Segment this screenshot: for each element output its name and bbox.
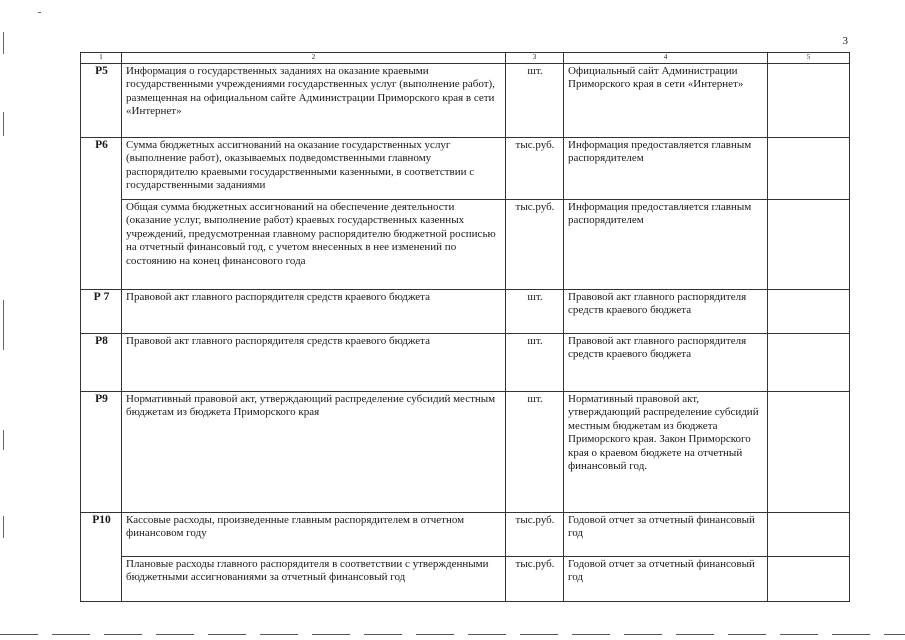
table-row <box>81 513 850 557</box>
unit-of-measure: шт. <box>506 64 564 138</box>
table-row <box>81 290 850 334</box>
table-row <box>81 64 850 138</box>
unit-of-measure: тыс.руб. <box>506 138 564 200</box>
scan-mark <box>3 300 4 350</box>
indicator-description: Кассовые расходы, произведенные главным распорядителем в отчетном финансовом году <box>122 513 506 557</box>
indicator-code: Р9 <box>81 392 122 513</box>
data-source: Официальный сайт Администрации Приморского края в сети «Интернет» <box>564 64 768 138</box>
unit-of-measure: тыс.руб. <box>506 557 564 602</box>
unit-of-measure: шт. <box>506 392 564 513</box>
data-source: Правовой акт главного распорядителя средств краевого бюджета <box>564 290 768 334</box>
indicator-code: Р5 <box>81 64 122 138</box>
indicator-description: Нормативный правовой акт, утверждающий распределение субсидий местным бюджетам из бюджета Приморского края <box>122 392 506 513</box>
table-row <box>81 557 850 602</box>
value-cell <box>768 200 850 290</box>
scan-mark <box>3 32 4 54</box>
value-cell <box>768 290 850 334</box>
data-source: Нормативный правовой акт, утверждающий распределение субсидий местным бюджетам из бюджета Приморского края. Закон Приморского края о краевом бюджете на отчетный финансовый год. <box>564 392 768 513</box>
indicator-description: Правовой акт главного распорядителя средств краевого бюджета <box>122 334 506 392</box>
page-number: 3 <box>842 35 848 47</box>
scan-mark <box>3 430 4 450</box>
data-source: Годовой отчет за отчетный финансовый год <box>564 513 768 557</box>
value-cell <box>768 392 850 513</box>
value-cell <box>768 64 850 138</box>
table-row <box>81 200 850 290</box>
indicator-description: Общая сумма бюджетных ассигнований на обеспечение деятельности (оказание услуг, выполнение работ) краевых государственных казенных учреждений, предусмотренная главному распорядителю бюджетной росписью на отчетный финансовый год, с учетом внесенных в нее изменений по состоянию на конец финансового года <box>122 200 506 290</box>
table-header-row <box>81 53 850 64</box>
indicator-code: Р10 <box>81 513 122 602</box>
data-source: Информация предоставляется главным распорядителем <box>564 200 768 290</box>
scan-edge-line <box>0 634 905 635</box>
data-source: Правовой акт главного распорядителя средств краевого бюджета <box>564 334 768 392</box>
unit-of-measure: шт. <box>506 334 564 392</box>
data-source: Годовой отчет за отчетный финансовый год <box>564 557 768 602</box>
value-cell <box>768 334 850 392</box>
column-number-2: 2 <box>122 53 506 64</box>
indicator-code: Р6 <box>81 138 122 290</box>
value-cell <box>768 557 850 602</box>
column-number-3: 3 <box>506 53 564 64</box>
column-number-5: 5 <box>768 53 850 64</box>
column-number-4: 4 <box>564 53 768 64</box>
indicator-description: Информация о государственных заданиях на оказание краевыми государственными учреждениями государственных услуг (выполнение работ), размещенная на официальном сайте Администрации Приморского края в сети «Интернет» <box>122 64 506 138</box>
scan-mark <box>3 516 4 538</box>
indicators-table <box>80 52 850 602</box>
scan-mark <box>38 12 41 13</box>
table-row <box>81 334 850 392</box>
indicator-code: Р 7 <box>81 290 122 334</box>
indicator-code: Р8 <box>81 334 122 392</box>
unit-of-measure: тыс.руб. <box>506 513 564 557</box>
value-cell <box>768 138 850 200</box>
unit-of-measure: тыс.руб. <box>506 200 564 290</box>
indicator-description: Правовой акт главного распорядителя средств краевого бюджета <box>122 290 506 334</box>
indicator-description: Плановые расходы главного распорядителя в соответствии с утвержденными бюджетными ассигнованиями за отчетный финансовый год <box>122 557 506 602</box>
table-row <box>81 392 850 513</box>
table-row <box>81 138 850 200</box>
value-cell <box>768 513 850 557</box>
unit-of-measure: шт. <box>506 290 564 334</box>
indicator-description: Сумма бюджетных ассигнований на оказание государственных услуг (выполнение работ), оказываемых подведомственными главному распорядителю краевыми государственными казенными, в соответствии с государственными заданиями <box>122 138 506 200</box>
scan-mark <box>3 112 4 136</box>
column-number-1: 1 <box>81 53 122 64</box>
data-source: Информация предоставляется главным распорядителем <box>564 138 768 200</box>
